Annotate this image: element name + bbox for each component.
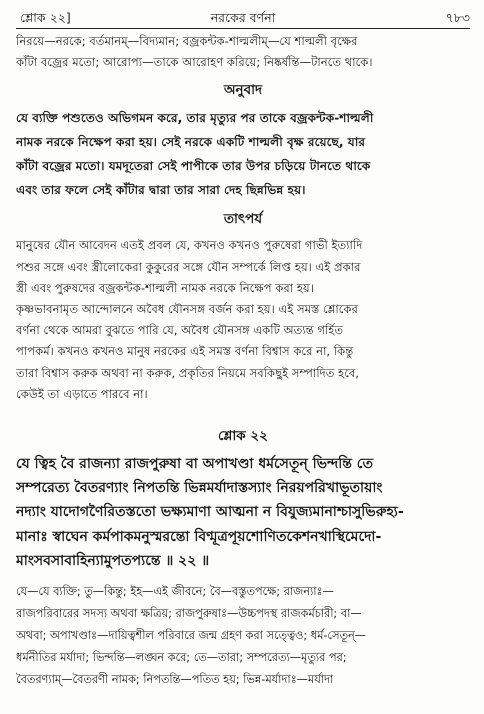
synonym-line: কাঁটা বজ্রের মতো; আরোপ্য—তাকে আরোহণ করিয়ে; নিষ্কর্ষন্তি—টানতে থাকে।: [16, 55, 373, 70]
verse-synonyms: [16, 581, 470, 691]
synonym-line: যে—যে ব্যক্তি; তু—কিন্তু; ইহ—এই জীবনে; বৈ—বস্তুতপক্ষে; রাজন্যাঃ—: [16, 585, 334, 599]
synonym-line: নিরয়ে—নরকে; বর্তমানম্—বিদ্যমান; বজ্রকন্টক-শাল্মলীম্—যে শাল্মলী বৃক্ষের: [16, 34, 358, 48]
translation-line: নামক নরকে নিক্ষেপ করা হয়। সেই নরকে একটি শাল্মলী বৃক্ষ রয়েছে, যার: [16, 135, 366, 150]
synonym-line: অথবা; অপাখণ্ডাঃ—দায়িত্বশীল পরিবারে জন্ম গ্রহণ করা সত্ত্বেও; ধর্ম-সেতূন্—: [16, 629, 366, 643]
translation-heading: অনুবাদ: [223, 82, 263, 99]
purport-line: কেউই তা এড়াতে পারবে না।: [16, 386, 148, 401]
synonym-line: রাজপরিবারের সদস্য অথবা ক্ষত্রিয়; রাজপুরুষাঃ—উচ্চপদস্থ রাজকর্মচারী; বা—: [16, 607, 362, 621]
verse-line: মাংসবসাবাহিন্যামুপতপ্যন্তে ॥ ২২ ॥: [16, 552, 210, 569]
purport-line: পাপকর্ম। কখনও কখনও মানুষ নরকের এই সমস্ত বর্ণনা বিশ্বাস করে না, কিন্তু: [16, 344, 354, 359]
translation-line: যে ব্যক্তি পশুতেও অভিগমন করে, তার মৃত্যুর পর তাকে বজ্রকন্টক-শাল্মলী: [16, 111, 374, 126]
verse-line: যে ত্বিহ বৈ রাজন্যা রাজপুরুষা বা অপাখণ্ডা ধর্মসেতূন্ ভিন্দন্তি তে: [16, 456, 373, 473]
header-verse-ref: শ্লোক ২২]: [20, 10, 71, 25]
purport-line: তারা বিশ্বাস করুক অথবা না করুক, প্রকৃতির নিয়মে সবকিছুই সম্পাদিত হবে,: [16, 365, 359, 380]
synonym-line: ধর্মনীতির মর্যাদা; ভিন্দন্তি—লঙ্ঘন করে; তে—তারা; সম্পরেত্য—মৃত্যুর পর;: [16, 651, 347, 665]
verse-line: মানাঃ স্বাঘেন কর্মপাকমনুস্মরন্তো বিণ্মূত্রপূয়শোণিতকেশনখাস্থিমেদো-: [16, 528, 382, 545]
purport-line: বর্ণনা থেকে আমরা বুঝতে পারি যে, অবৈধ যৌনসঙ্গ একটি অত্যন্ত গর্হিত: [16, 323, 344, 338]
verse-line: সম্পরেত্য বৈতরণ্যাং নিপতন্তি ভিন্নমর্যাদাস্তস্যাং নিরয়পরিখাভূতায়াং: [16, 480, 383, 497]
page-number: ৭৮৩: [445, 10, 470, 25]
verse-heading: শ্লোক ২২: [218, 428, 268, 445]
running-header: [16, 8, 470, 28]
translation-text: [16, 106, 470, 202]
purport-line: পশুর সঙ্গে এবং স্ত্রীলোকেরা কুকুরের সঙ্গে যৌন সম্পর্কে লিপ্ত হয়। এই প্রকার: [16, 259, 361, 274]
translation-line: এবং তার ফলে সেই কাঁটার দ্বারা তার সারা দেহ ছিন্নভিন্ন হয়।: [16, 183, 306, 198]
page: [16, 8, 470, 691]
purport-line: মানুষের যৌন আবেদন এতই প্রবল যে, কখনও কখনও পুরুষেরা গাভী ইত্যাদি: [16, 238, 363, 253]
purport-line: কৃষ্ণভাবনামৃত আন্দোলনে অবৈধ যৌনসঙ্গ বর্জন করা হয়। এই সমস্ত শ্লোকের: [16, 302, 358, 317]
top-synonyms: [16, 31, 470, 73]
sanskrit-verse: [16, 452, 470, 573]
synonym-line: বৈতরণ্যাম্—বৈতরণী নামক; নিপতন্তি—পতিত হয়; ভিন্ন-মর্যাদাঃ—মর্যাদা: [16, 673, 334, 687]
purport-line: স্ত্রী এবং পুরুষদের বজ্রকন্টক-শাল্মলী নামক নরকে নিক্ষেপ করা হয়।: [16, 280, 314, 295]
verse-line: নদ্যাং যাদোগণৈরিতস্ততো ভক্ষ্যমাণা আত্মনা ন বিযুজ্যমানাশ্চাসুভিরুহ্য-: [16, 504, 404, 521]
translation-line: কাঁটা বজ্রের মতো। যমদূতেরা সেই পাপীকে তার উপর চড়িয়ে টানতে থাকে: [16, 159, 371, 174]
purport-heading: তাৎপর্য: [223, 211, 263, 228]
purport-text: [16, 235, 470, 405]
header-chapter-title: নরকের বর্ণনা: [210, 10, 276, 25]
